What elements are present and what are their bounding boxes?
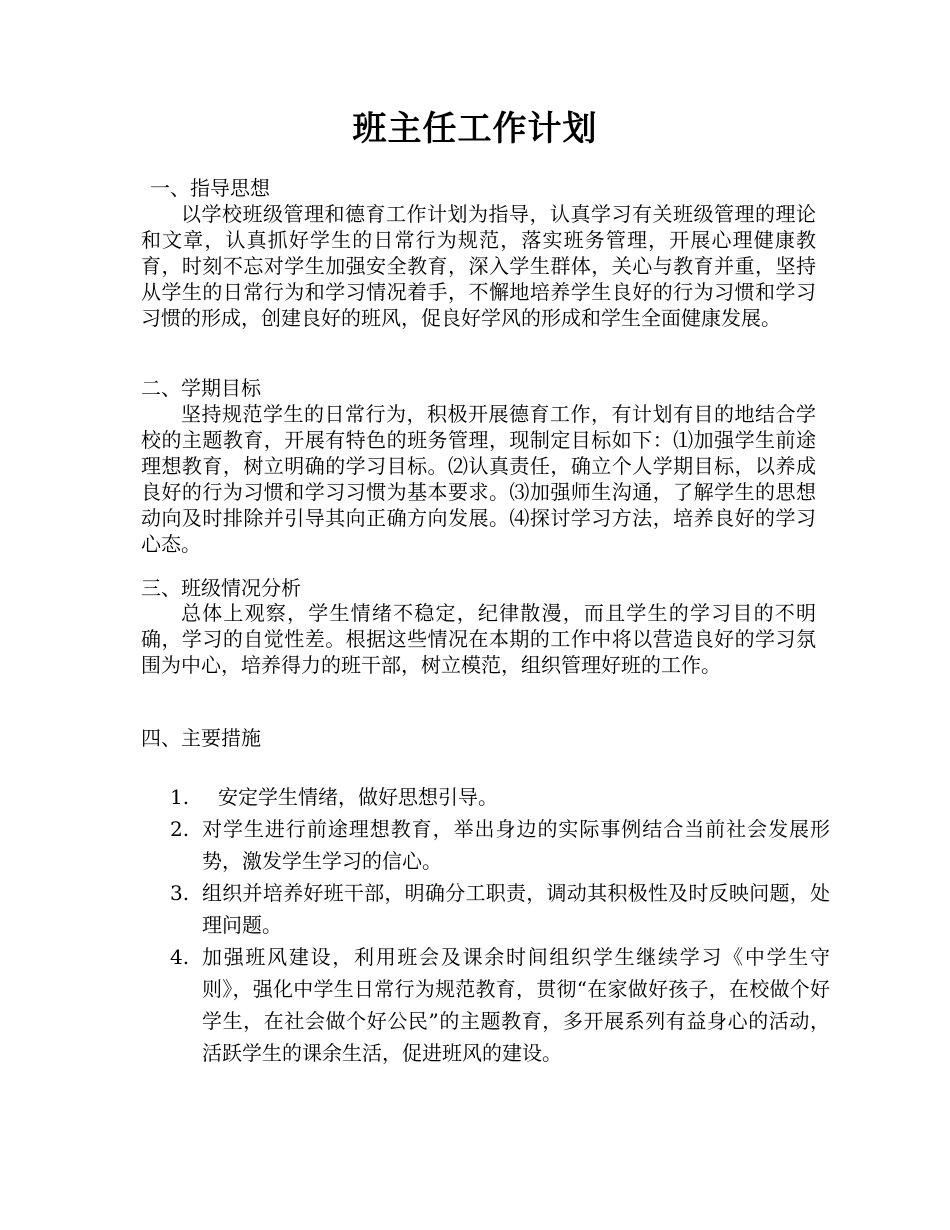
list-item-number: 3. (170, 881, 190, 905)
section-heading-guiding-ideology: 一、指导思想 (150, 176, 270, 200)
list-item-number: 1. (170, 785, 190, 809)
document-title: 班主任工作计划 (352, 109, 598, 149)
section-body-semester-goals: 坚持规范学生的日常行为，积极开展德育工作，有计划有目的地结合学校的主题教育，开展有特色的班务管理，现制定目标如下：⑴加强学生前途理想教育，树立明确的学习目标。⑵认真责任，确立个人学期目标，以养成良好的行为习惯和学习习惯为基本要求。⑶加强师生沟通，了解学生的思想动向及时排除并引导其向正确方向发展。⑷探讨学习方法，培养良好的学习心态。 (141, 402, 816, 556)
section-heading-main-measures: 四、主要措施 (141, 726, 261, 750)
list-item (170, 781, 830, 813)
list-item (170, 877, 830, 941)
section-heading-class-analysis: 三、班级情况分析 (141, 576, 301, 600)
section-body-guiding-ideology: 以学校班级管理和德育工作计划为指导，认真学习有关班级管理的理论和文章，认真抓好学生的日常行为规范，落实班务管理，开展心理健康教育，时刻不忘对学生加强安全教育，深入学生群体，关心与教育并重，坚持从学生的日常行为和学习情况着手，不懈地培养学生良好的行为习惯和学习习惯的形成，创建良好的班风，促良好学风的形成和学生全面健康发展。 (141, 202, 816, 330)
list-item-number: 4. (170, 945, 190, 969)
list-item (170, 941, 830, 1069)
list-item (170, 813, 830, 877)
measures-list (170, 781, 830, 1069)
list-item-text: 安定学生情绪，做好思想引导。 (218, 785, 498, 809)
list-item-text: 组织并培养好班干部，明确分工职责，调动其积极性及时反映问题，处理问题。 (202, 881, 830, 937)
section-body-class-analysis: 总体上观察，学生情绪不稳定，纪律散漫，而且学生的学习目的不明确，学习的自觉性差。根据这些情况在本期的工作中将以营造良好的学习氛围为中心，培养得力的班干部，树立模范，组织管理好班的工作。 (141, 601, 816, 677)
list-item-text: 对学生进行前途理想教育，举出身边的实际事例结合当前社会发展形势，激发学生学习的信心。 (202, 817, 830, 873)
list-item-text: 加强班风建设，利用班会及课余时间组织学生继续学习《中学生守则》，强化中学生日常行为规范教育，贯彻“在家做好孩子，在校做个好学生，在社会做个好公民”的主题教育，多开展系列有益身心的活动，活跃学生的课余生活，促进班风的建设。 (202, 945, 830, 1065)
list-item-number: 2. (170, 817, 190, 841)
section-heading-semester-goals: 二、学期目标 (141, 376, 261, 400)
